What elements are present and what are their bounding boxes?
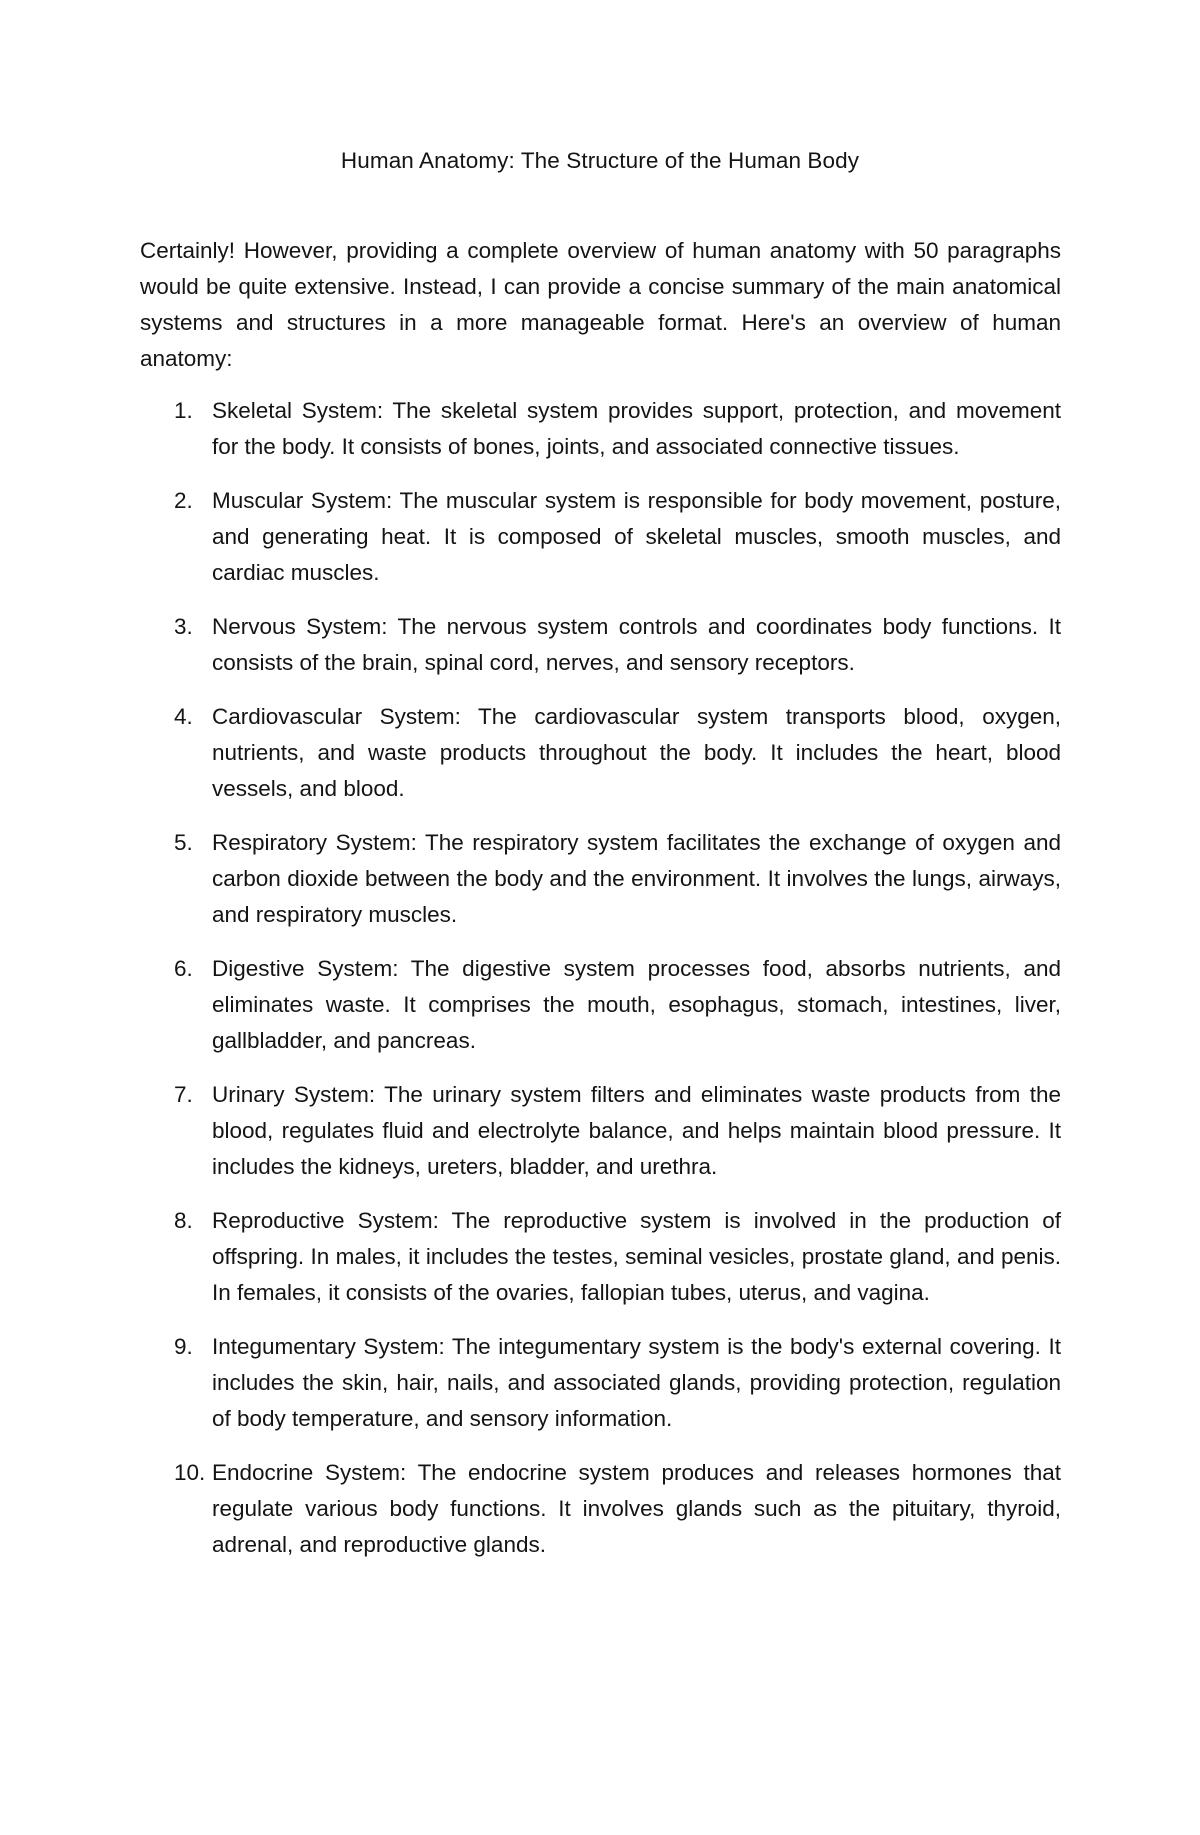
list-item	[140, 951, 1061, 1059]
list-item-number: 7.	[174, 1082, 193, 1107]
list-item-text: Endocrine System: The endocrine system produces and releases hormones that regulate various body functions. It involves glands such as the pituitary, thyroid, adrenal, and reproductive glands.	[212, 1460, 1061, 1557]
list-item-text: Muscular System: The muscular system is responsible for body movement, posture, and generating heat. It is composed of skeletal muscles, smooth muscles, and cardiac muscles.	[212, 488, 1061, 585]
list-item-number: 3.	[174, 614, 193, 639]
list-item-number: 9.	[174, 1334, 193, 1359]
list-item	[140, 483, 1061, 591]
list-item-text: Digestive System: The digestive system processes food, absorbs nutrients, and eliminates waste. It comprises the mouth, esophagus, stomach, intestines, liver, gallbladder, and pancreas.	[212, 956, 1061, 1053]
list-item-number: 1.	[174, 398, 193, 423]
list-item	[140, 1077, 1061, 1185]
list-item-text: Integumentary System: The integumentary system is the body's external covering. It includes the skin, hair, nails, and associated glands, providing protection, regulation of body temperature, and sensory information.	[212, 1334, 1061, 1431]
list-item-text: Respiratory System: The respiratory system facilitates the exchange of oxygen and carbon dioxide between the body and the environment. It involves the lungs, airways, and respiratory muscles.	[212, 830, 1061, 927]
list-item-number: 5.	[174, 830, 193, 855]
intro-paragraph: Certainly! However, providing a complete overview of human anatomy with 50 paragraphs would be quite extensive. Instead, I can provide a concise summary of the main anatomical systems and structures in a more manageable format. Here's an overview of human anatomy:	[140, 238, 1061, 371]
list-item-number: 2.	[174, 488, 193, 513]
list-item-text: Urinary System: The urinary system filters and eliminates waste products from the blood, regulates fluid and electrolyte balance, and helps maintain blood pressure. It includes the kidneys, ureters, bladder, and urethra.	[212, 1082, 1061, 1179]
list-item-text: Reproductive System: The reproductive system is involved in the production of offspring. In males, it includes the testes, seminal vesicles, prostate gland, and penis. In females, it consists of the ovaries, fallopian tubes, uterus, and vagina.	[212, 1208, 1061, 1305]
list-item	[140, 609, 1061, 681]
document-title: Human Anatomy: The Structure of the Human Body	[340, 148, 860, 173]
list-item	[140, 1455, 1061, 1563]
list-item-number: 10.	[174, 1460, 206, 1485]
list-item-text: Nervous System: The nervous system controls and coordinates body functions. It consists of the brain, spinal cord, nerves, and sensory receptors.	[212, 614, 1061, 675]
list-item	[140, 1329, 1061, 1437]
list-item	[140, 393, 1061, 465]
list-item-number: 4.	[174, 704, 193, 729]
list-item-number: 6.	[174, 956, 193, 981]
list-item-text: Skeletal System: The skeletal system provides support, protection, and movement for the body. It consists of bones, joints, and associated connective tissues.	[212, 398, 1061, 459]
list-item	[140, 1203, 1061, 1311]
list-item	[140, 699, 1061, 807]
list-item-text: Cardiovascular System: The cardiovascular system transports blood, oxygen, nutrients, and waste products throughout the body. It includes the heart, blood vessels, and blood.	[212, 704, 1061, 801]
list-item	[140, 825, 1061, 933]
anatomy-system-list	[140, 393, 1061, 1581]
list-item-number: 8.	[174, 1208, 193, 1233]
